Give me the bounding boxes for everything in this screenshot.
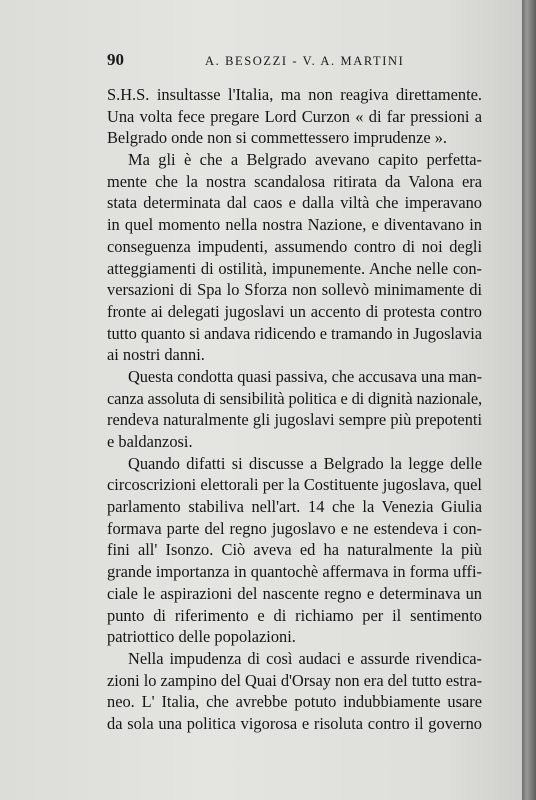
text-line: neo. L' Italia, che avrebbe potuto indubbiamente usare — [107, 692, 482, 712]
text-line: Nella impudenza di così audaci e assurde rivendica- — [128, 648, 482, 668]
text-line: patriottico delle popolazioni. — [107, 627, 296, 647]
text-line: Belgrado onde non si commettessero imprudenze ». — [107, 128, 448, 148]
text-line: stata determinata dal caos e dalla viltà che imperavano — [107, 193, 482, 213]
text-line: Ma gli è che a Belgrado avevano capito perfetta- — [128, 150, 482, 170]
text-line: e baldanzosi. — [107, 432, 193, 451]
text-line: versazioni di Spa lo Sforza non sollevò minimamente di — [107, 280, 482, 300]
text-line: Quando difatti si discusse a Belgrado la legge delle — [128, 453, 482, 473]
text-line: mente che la nostra scandalosa ritirata da Valona era — [107, 171, 482, 191]
text-line: da sola una politica vigorosa e risoluta contro il governo — [107, 713, 482, 733]
text-line: zioni lo zampino del Quai d'Orsay non era del tutto estra- — [107, 670, 483, 690]
text-line: tutto quanto si andava ridicendo e tramando in Jugoslavia — [107, 323, 483, 343]
text-line: ai nostri danni. — [107, 345, 205, 365]
text-line: fronte ai delegati jugoslavi un accento di protesta contro — [107, 301, 482, 321]
text-line: circoscrizioni elettorali per la Costituente jugoslava, quel — [107, 475, 482, 495]
text-line: parlamento stabiliva nell'art. 14 che la Venezia Giulia — [107, 497, 482, 517]
text-line: fini all' Isonzo. Ciò aveva ed ha naturalmente la più — [107, 540, 482, 560]
text-line: Una volta fece pregare Lord Curzon « di far pressioni a — [107, 106, 482, 126]
text-line: in quel momento nella nostra Nazione, e diventavano in — [107, 215, 482, 235]
text-line: ciale le aspirazioni del nascente regno e determinava un — [107, 583, 482, 603]
text-line: grande importanza in quantochè affermava in forma uffi- — [107, 562, 482, 582]
running-head: A. BESOZZI - V. A. MARTINI — [205, 54, 405, 68]
text-line: formava parte del regno jugoslavo e ne estendeva i con- — [107, 518, 482, 538]
text-line: Questa condotta quasi passiva, che accusava una man- — [128, 366, 483, 386]
text-line: atteggiamenti di ostilità, impunemente. Anche nelle con- — [107, 258, 482, 278]
text-line: S.H.S. insultasse l'Italia, ma non reagiva direttamente. — [107, 85, 482, 104]
text-line: canza assoluta di sensibilità politica e di dignità nazionale, — [107, 388, 483, 408]
body-text — [107, 84, 482, 735]
text-line: punto di riferimento e di richiamo per il sentimento — [107, 605, 482, 625]
page-header — [107, 50, 482, 72]
text-line: conseguenza impudenti, assumendo contro di noi degli — [107, 236, 482, 256]
text-line: rendeva naturalmente gli jugoslavi sempre più prepotenti — [107, 410, 482, 430]
page-number: 90 — [107, 50, 124, 69]
page-edge-shadow — [522, 0, 536, 800]
